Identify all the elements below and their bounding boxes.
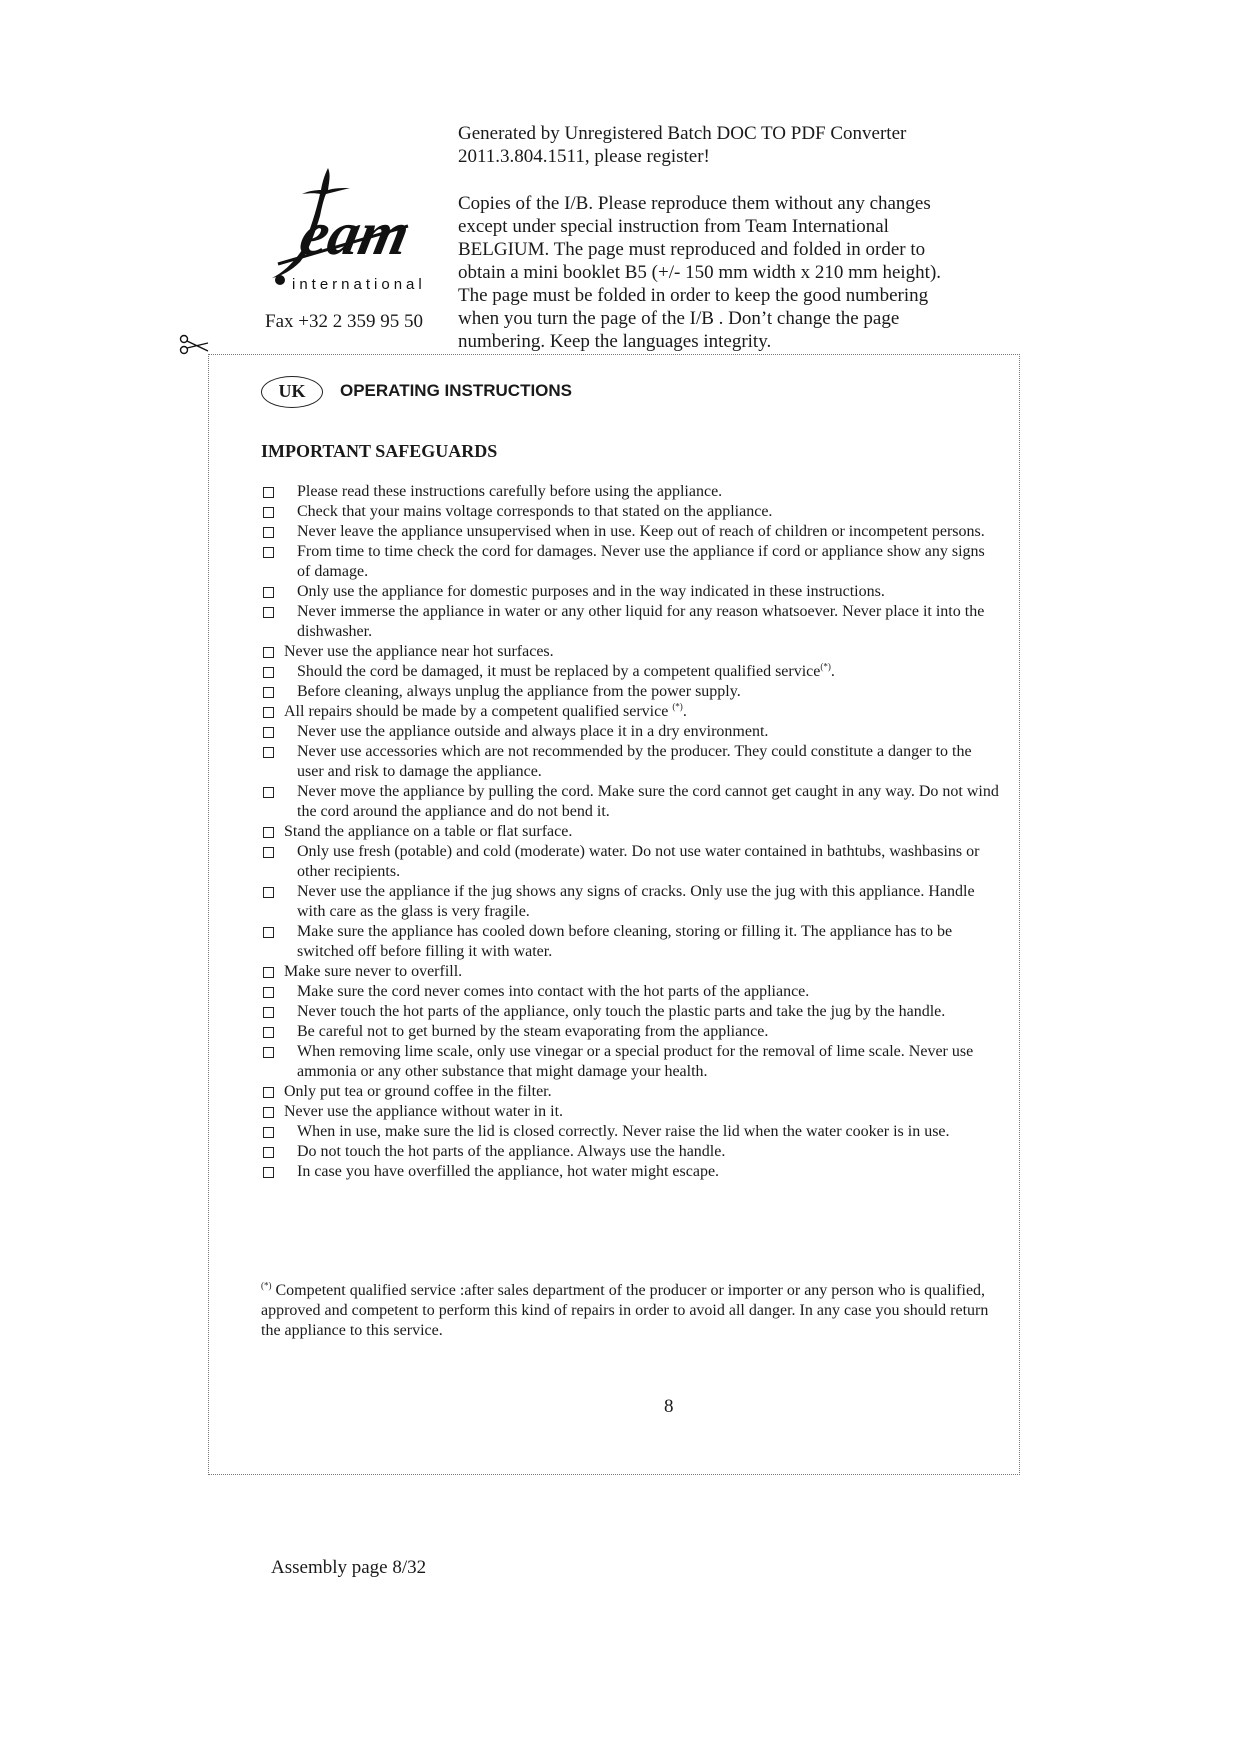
- checkbox-bullet-icon: [263, 487, 274, 498]
- safeguard-item: [261, 1082, 1001, 1102]
- assembly-page-label: Assembly page 8/32: [271, 1557, 427, 1578]
- safeguard-item: [261, 1002, 1001, 1022]
- safeguard-text: Do not touch the hot parts of the appliance. Always use the handle.: [297, 1143, 726, 1160]
- safeguard-text-end: .: [830, 663, 835, 680]
- checkbox-bullet-icon: [263, 727, 274, 738]
- safeguard-item: [261, 482, 1001, 502]
- safeguard-text: Only use fresh (potable) and cold (moderate) water. Do not use water contained in bathtubs, washbasins or other recipients.: [297, 843, 980, 880]
- safeguard-item: [261, 722, 1001, 742]
- scissors-icon: [178, 334, 210, 356]
- copy-instructions-line: Copies of the I/B. Please reproduce them without any changes: [458, 193, 931, 214]
- safeguard-text: Stand the appliance on a table or flat surface.: [284, 823, 573, 840]
- safeguard-text: Should the cord be damaged, it must be replaced by a competent qualified service: [297, 663, 821, 680]
- safeguard-text: Never use accessories which are not recommended by the producer. They could constitute a danger to the user and risk to damage the appliance.: [297, 743, 972, 780]
- safeguard-text: Never leave the appliance unsupervised when in use. Keep out of reach of children or incompetent persons.: [297, 523, 985, 540]
- checkbox-bullet-icon: [263, 1127, 274, 1138]
- safeguard-text: Never use the appliance if the jug shows any signs of cracks. Only use the jug with this appliance. Handle with care as the glass is very fragile.: [297, 883, 975, 920]
- checkbox-bullet-icon: [263, 827, 274, 838]
- safeguard-item: [261, 922, 1001, 962]
- safeguard-text: In case you have overfilled the appliance, hot water might escape.: [297, 1163, 720, 1180]
- safeguard-item: [261, 1022, 1001, 1042]
- generator-notice: [458, 122, 978, 168]
- checkbox-bullet-icon: [263, 687, 274, 698]
- generator-notice-line: Generated by Unregistered Batch DOC TO PDF Converter: [458, 123, 907, 144]
- safeguard-text: Check that your mains voltage corresponds to that stated on the appliance.: [297, 503, 773, 520]
- safeguard-text: Never use the appliance near hot surfaces.: [284, 643, 554, 660]
- safeguard-item: [261, 1142, 1001, 1162]
- safeguard-item: [261, 1102, 1001, 1122]
- safeguard-item: [261, 1042, 1001, 1082]
- safeguard-text: Only put tea or ground coffee in the filter.: [284, 1083, 552, 1100]
- checkbox-bullet-icon: [263, 1007, 274, 1018]
- safeguard-item: [261, 682, 1001, 702]
- copy-instructions-line: except under special instruction from Team International: [458, 216, 889, 237]
- checkbox-bullet-icon: [263, 1167, 274, 1178]
- svg-text:international: international: [292, 276, 426, 293]
- safeguard-text: Never move the appliance by pulling the cord. Make sure the cord cannot get caught in any way. Do not wind the cord around the appliance and do not bend it.: [297, 783, 999, 820]
- safeguard-text: All repairs should be made by a competent qualified service: [284, 703, 673, 720]
- safeguard-item: [261, 702, 1001, 722]
- safeguard-item: [261, 1122, 1001, 1142]
- checkbox-bullet-icon: [263, 587, 274, 598]
- safeguard-item: [261, 842, 1001, 882]
- checkbox-bullet-icon: [263, 1107, 274, 1118]
- checkbox-bullet-icon: [263, 987, 274, 998]
- checkbox-bullet-icon: [263, 967, 274, 978]
- copy-instructions: [458, 192, 978, 353]
- checkbox-bullet-icon: [263, 667, 274, 678]
- safeguard-text: Be careful not to get burned by the steam evaporating from the appliance.: [297, 1023, 769, 1040]
- checkbox-bullet-icon: [263, 1047, 274, 1058]
- safeguard-item: [261, 522, 1001, 542]
- generator-notice-line: 2011.3.804.1511, please register!: [458, 146, 710, 167]
- copy-instructions-line: when you turn the page of the I/B . Don’t change the page: [458, 308, 900, 329]
- safeguard-text: Never use the appliance outside and always place it in a dry environment.: [297, 723, 769, 740]
- safeguard-item: [261, 882, 1001, 922]
- safeguard-text: Never touch the hot parts of the appliance, only touch the plastic parts and take the jug by the handle.: [297, 1003, 946, 1020]
- checkbox-bullet-icon: [263, 927, 274, 938]
- copy-instructions-line: The page must be folded in order to keep the good numbering: [458, 285, 929, 306]
- checkbox-bullet-icon: [263, 607, 274, 618]
- checkbox-bullet-icon: [263, 707, 274, 718]
- checkbox-bullet-icon: [263, 1027, 274, 1038]
- safeguard-text: When in use, make sure the lid is closed correctly. Never raise the lid when the water cooker is in use.: [297, 1123, 950, 1140]
- safeguard-text: Only use the appliance for domestic purposes and in the way indicated in these instructions.: [297, 583, 885, 600]
- safeguard-text: Make sure the cord never comes into contact with the hot parts of the appliance.: [297, 983, 810, 1000]
- checkbox-bullet-icon: [263, 527, 274, 538]
- footnote-mark: (*): [261, 1280, 272, 1291]
- safeguard-text: Please read these instructions carefully before using the appliance.: [297, 483, 723, 500]
- safeguard-text: Never use the appliance without water in it.: [284, 1103, 564, 1120]
- safeguard-item: [261, 582, 1001, 602]
- safeguards-list: [261, 482, 1001, 1182]
- safeguard-item: [261, 662, 1001, 682]
- copy-instructions-line: numbering. Keep the languages integrity.: [458, 331, 772, 352]
- safeguard-item: [261, 782, 1001, 822]
- svg-text:eam: eam: [294, 198, 416, 268]
- checkbox-bullet-icon: [263, 507, 274, 518]
- language-badge: UK: [261, 376, 323, 408]
- team-international-logo: [258, 166, 430, 302]
- safeguard-item: [261, 982, 1001, 1002]
- safeguard-item: [261, 822, 1001, 842]
- safeguard-text-end: .: [682, 703, 687, 720]
- safeguard-item: [261, 602, 1001, 642]
- checkbox-bullet-icon: [263, 547, 274, 558]
- safeguard-text: Make sure the appliance has cooled down before cleaning, storing or filling it. The appliance has to be switched off before filling it with water.: [297, 923, 953, 960]
- safeguard-item: [261, 542, 1001, 582]
- copy-instructions-line: obtain a mini booklet B5 (+/- 150 mm width x 210 mm height).: [458, 262, 942, 283]
- copy-instructions-line: BELGIUM. The page must reproduced and folded in order to: [458, 239, 926, 260]
- footnote-text: Competent qualified service :after sales department of the producer or importer or any person who is qualified, approved and competent to perform this kind of repairs in order to avoid all danger. In any case you should return the appliance to this service.: [261, 1282, 989, 1339]
- safeguard-text: Before cleaning, always unplug the appliance from the power supply.: [297, 683, 741, 700]
- safeguard-item: [261, 742, 1001, 782]
- safeguard-item: [261, 1162, 1001, 1182]
- safeguard-text: When removing lime scale, only use vinegar or a special product for the removal of lime scale. Never use ammonia or any other substance that might damage your health.: [297, 1043, 974, 1080]
- safeguard-item: [261, 502, 1001, 522]
- checkbox-bullet-icon: [263, 847, 274, 858]
- safeguard-text: Never immerse the appliance in water or any other liquid for any reason whatsoever. Never place it into the dishwasher.: [297, 603, 985, 640]
- checkbox-bullet-icon: [263, 747, 274, 758]
- section-title: OPERATING INSTRUCTIONS: [340, 381, 573, 400]
- checkbox-bullet-icon: [263, 887, 274, 898]
- safeguard-item: [261, 962, 1001, 982]
- fax-number: Fax +32 2 359 95 50: [265, 311, 423, 332]
- safeguard-text: Make sure never to overfill.: [284, 963, 463, 980]
- page-number: 8: [664, 1396, 674, 1417]
- checkbox-bullet-icon: [263, 1087, 274, 1098]
- footnote-ref: (*): [672, 701, 683, 712]
- checkbox-bullet-icon: [263, 647, 274, 658]
- checkbox-bullet-icon: [263, 1147, 274, 1158]
- checkbox-bullet-icon: [263, 787, 274, 798]
- safeguard-text: From time to time check the cord for damages. Never use the appliance if cord or appliance show any signs of damage.: [297, 543, 985, 580]
- safeguards-heading: IMPORTANT SAFEGUARDS: [261, 441, 498, 461]
- safeguard-item: [261, 642, 1001, 662]
- footnote: [261, 1281, 1001, 1341]
- footnote-ref: (*): [820, 661, 831, 672]
